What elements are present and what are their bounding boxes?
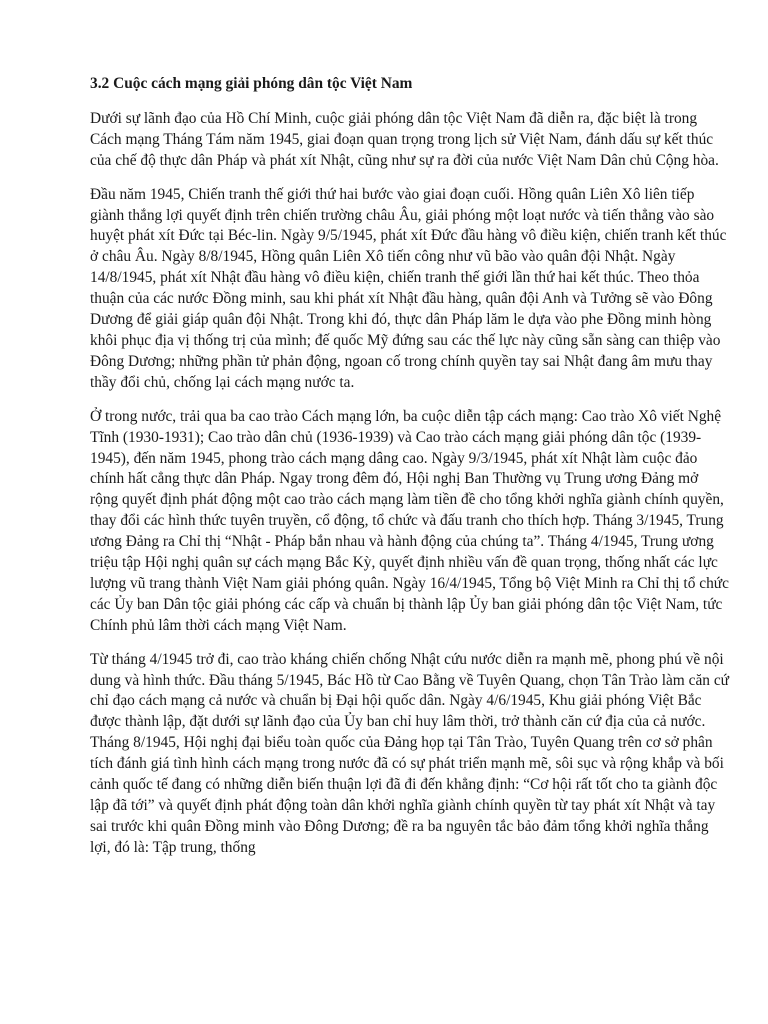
- paragraph-intro: Dưới sự lãnh đạo của Hồ Chí Minh, cuộc giải phóng dân tộc Việt Nam đã diễn ra, đặc biệt là trong Cách mạng Tháng Tám năm 1945, giai đoạn quan trọng trong lịch sử Việt Nam, đánh dấu sự kết thúc của chế độ thực dân Pháp và phát xít Nhật, cũng như sự ra đời của nước Việt Nam Dân chủ Cộng hòa.: [90, 109, 719, 169]
- section-heading: 3.2 Cuộc cách mạng giải phóng dân tộc Việt Nam: [90, 75, 413, 92]
- document-page: [90, 66, 730, 872]
- paragraph-world-war: Đầu năm 1945, Chiến tranh thế giới thứ hai bước vào giai đoạn cuối. Hồng quân Liên Xô liên tiếp giành thắng lợi quyết định trên chiến trường châu Âu, giải phóng một loạt nước và tiến thẳng vào sào huyệt phát xít Đức tại Béc-lin. Ngày 9/5/1945, phát xít Đức đầu hàng vô điều kiện, chiến tranh kết thúc ở châu Âu. Ngày 8/8/1945, Hồng quân Liên Xô tiến công như vũ bão vào quân đội Nhật. Ngày 14/8/1945, phát xít Nhật đầu hàng vô điều kiện, chiến tranh thế giới lần thứ hai kết thúc. Theo thỏa thuận của các nước Đồng minh, sau khi phát xít Nhật đầu hàng, quân đội Anh và Tưởng sẽ vào Đông Dương để giải giáp quân đội Nhật. Trong khi đó, thực dân Pháp lăm le dựa vào phe Đồng minh hòng khôi phục địa vị thống trị của mình; đế quốc Mỹ đứng sau các thế lực này cũng sẵn sàng can thiệp vào Đông Dương; những phần tử phản động, ngoan cố trong chính quyền tay sai Nhật đang âm mưu thay thầy đổi chủ, chống lại cách mạng nước ta.: [90, 185, 727, 391]
- paragraph-domestic: Ở trong nước, trải qua ba cao trào Cách mạng lớn, ba cuộc diễn tập cách mạng: Cao trào Xô viết Nghệ Tĩnh (1930-1931); Cao trào dân chủ (1936-1939) và Cao trào cách mạng giải phóng dân tộc (1939-1945), đến năm 1945, phong trào cách mạng dâng cao. Ngày 9/3/1945, phát xít Nhật làm cuộc đảo chính hất cẳng thực dân Pháp. Ngay trong đêm đó, Hội nghị Ban Thường vụ Trung ương Đảng mở rộng quyết định phát động một cao trào cách mạng làm tiền đề cho tổng khởi nghĩa giành chính quyền, thay đổi các hình thức tuyên truyền, cổ động, tổ chức và đấu tranh cho thích hợp. Tháng 3/1945, Trung ương Đảng ra Chỉ thị “Nhật - Pháp bắn nhau và hành động của chúng ta”. Tháng 4/1945, Trung ương triệu tập Hội nghị quân sự cách mạng Bắc Kỳ, quyết định nhiều vấn đề quan trọng, thống nhất các lực lượng vũ trang thành Việt Nam giải phóng quân. Ngày 16/4/1945, Tổng bộ Việt Minh ra Chỉ thị tổ chức các Ủy ban Dân tộc giải phóng các cấp và chuẩn bị thành lập Ủy ban giải phóng dân tộc Việt Nam, tức Chính phủ lâm thời cách mạng Việt Nam.: [90, 407, 729, 634]
- paragraph-uprising: Từ tháng 4/1945 trở đi, cao trào kháng chiến chống Nhật cứu nước diễn ra mạnh mẽ, phong phú về nội dung và hình thức. Đầu tháng 5/1945, Bác Hồ từ Cao Bằng về Tuyên Quang, chọn Tân Trào làm căn cứ chỉ đạo cách mạng cả nước và chuẩn bị Đại hội quốc dân. Ngày 4/6/1945, Khu giải phóng Việt Bắc được thành lập, đặt dưới sự lãnh đạo của Ủy ban chỉ huy lâm thời, trở thành căn cứ địa của cả nước. Tháng 8/1945, Hội nghị đại biểu toàn quốc của Đảng họp tại Tân Trào, Tuyên Quang trên cơ sở phân tích đánh giá tình hình cách mạng trong nước đã có sự phát triển mạnh mẽ, sôi sục và rộng khắp và bối cảnh quốc tế đang có những diễn biến thuận lợi đã đi đến khẳng định: “Cơ hội rất tốt cho ta giành độc lập đã tới” và quyết định phát động toàn dân khởi nghĩa giành chính quyền từ tay phát xít Nhật và tay sai trước khi quân Đồng minh vào Đông Dương; đề ra ba nguyên tắc bảo đảm tổng khởi nghĩa thắng lợi, đó là: Tập trung, thống: [90, 650, 729, 856]
